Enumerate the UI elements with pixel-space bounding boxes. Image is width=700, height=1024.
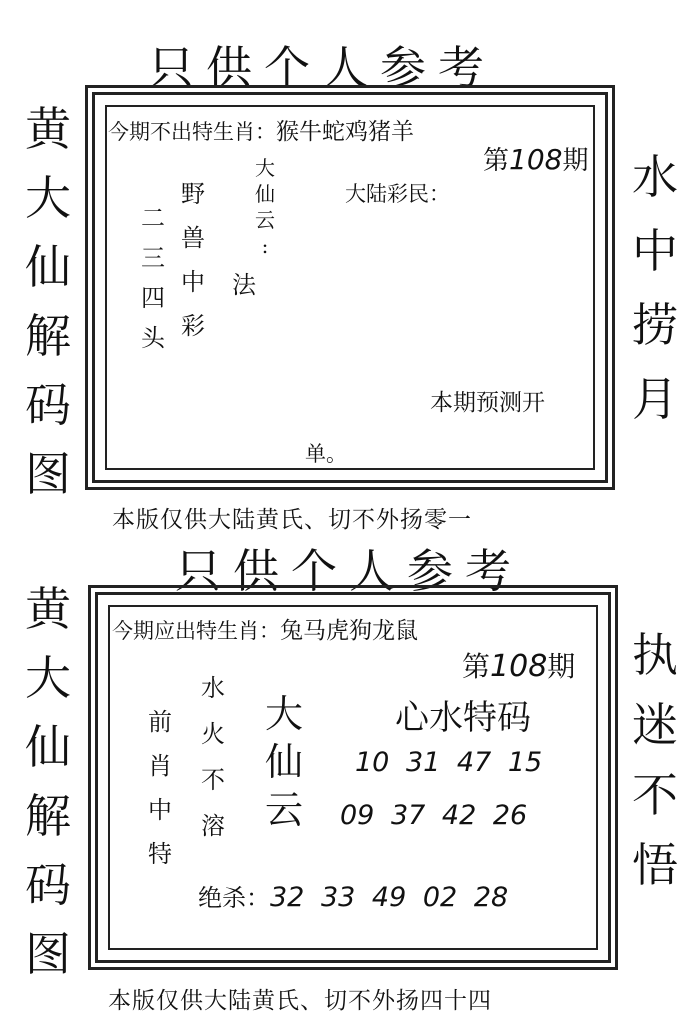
panel1-column-a: 二 三 四 头 bbox=[141, 204, 165, 352]
panel1-column-c: 大 仙 云 : bbox=[255, 156, 275, 258]
panel2-number-row-1: 10 31 47 15 bbox=[355, 747, 543, 778]
panel2-footer: 本版仅供大陆黄氏、切不外扬四十四 bbox=[108, 988, 492, 1014]
panel2-left-side-text: 黄 大 仙 解 码 图 bbox=[25, 582, 71, 981]
panel2-heart-label: 心水特码 bbox=[395, 698, 531, 738]
panel1-footer: 本版仅供大陆黄氏、切不外扬零一 bbox=[112, 507, 472, 533]
panel1-predict-tail: 单。 bbox=[305, 442, 347, 466]
panel2-kill-numbers: 32 33 49 02 28 bbox=[270, 882, 509, 913]
panel2-column-b: 水 火 不 溶 bbox=[201, 674, 225, 840]
panel2-should-out-label: 今期应出特生肖： bbox=[112, 619, 280, 643]
panel2-number-row-2: 09 37 42 26 bbox=[340, 800, 528, 831]
panel2-issue: 第108期 bbox=[462, 649, 576, 684]
panel1-column-c-extra: 法 bbox=[232, 271, 256, 299]
panel2-kill-line bbox=[198, 878, 508, 913]
panel1-title: 只供个人参考 bbox=[148, 41, 496, 95]
panel1-not-out-line bbox=[108, 113, 414, 146]
panel2-should-out-line bbox=[112, 612, 418, 645]
panel2-right-side-text: 执 迷 不 悟 bbox=[632, 628, 678, 892]
panel2-column-c: 大 仙 云 bbox=[264, 692, 303, 832]
panel2-should-out-zodiacs: 兔马虎狗龙鼠 bbox=[280, 618, 418, 644]
panel2-kill-label: 绝杀： bbox=[198, 884, 270, 912]
panel1-predict-label: 本期预测开 bbox=[430, 390, 545, 416]
panel1-left-side-text: 黄 大 仙 解 码 图 bbox=[25, 102, 71, 501]
panel1-column-b: 野 兽 中 彩 bbox=[181, 180, 205, 340]
panel1-right-side-text: 水 中 捞 月 bbox=[632, 150, 678, 426]
panel2-column-a: 前 肖 中 特 bbox=[148, 708, 172, 868]
panel1-issue: 第108期 bbox=[483, 143, 589, 176]
panel2-title: 只供个人参考 bbox=[175, 544, 523, 598]
panel1-not-out-label: 今期不出特生肖： bbox=[108, 120, 276, 144]
panel1-mainland-label: 大陆彩民： bbox=[345, 182, 450, 206]
panel1-not-out-zodiacs: 猴牛蛇鸡猪羊 bbox=[276, 119, 414, 145]
